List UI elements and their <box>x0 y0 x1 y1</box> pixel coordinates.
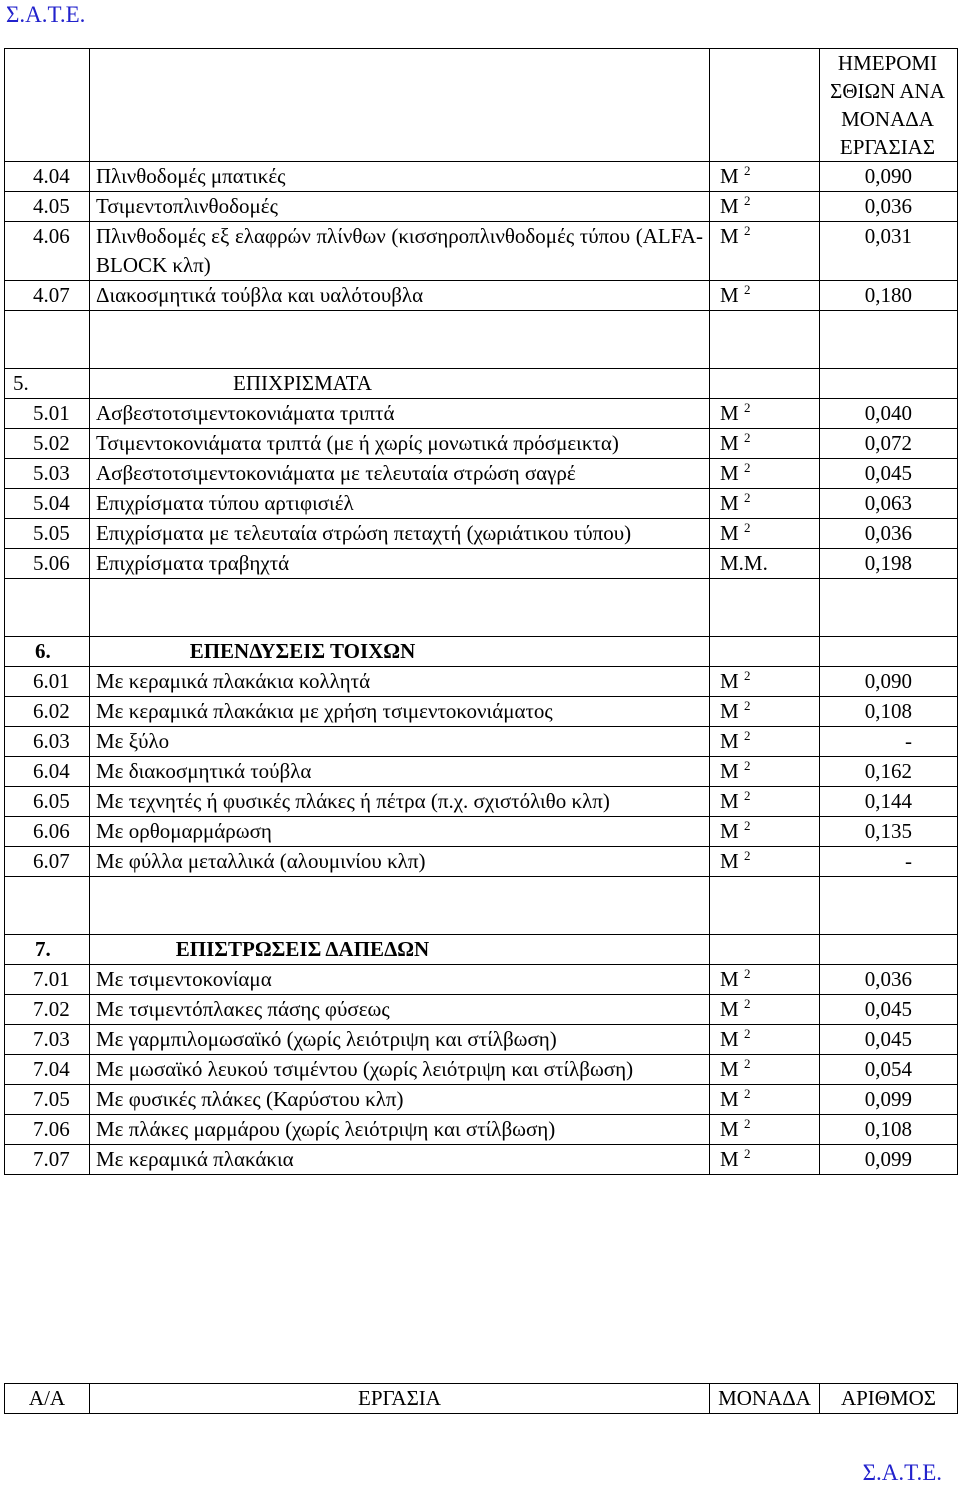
item-description: Με φύλλα μεταλλικά (αλουμινίου κλπ) <box>90 847 710 877</box>
unit-cell <box>710 459 820 489</box>
section-row <box>5 369 958 399</box>
item-number: 5.02 <box>5 429 90 459</box>
item-number: 4.07 <box>5 281 90 311</box>
unit-cell <box>710 519 820 549</box>
section-empty <box>710 369 820 399</box>
unit-exponent: 2 <box>743 490 751 505</box>
item-number: 5.01 <box>5 399 90 429</box>
unit-cell <box>710 399 820 429</box>
item-number: 7.03 <box>5 1025 90 1055</box>
table-row <box>5 222 958 281</box>
unit-symbol: Μ <box>720 1117 739 1141</box>
unit-cell <box>710 1055 820 1085</box>
unit-exponent: 2 <box>743 758 751 773</box>
item-description: Επιχρίσματα τραβηχτά <box>90 549 710 579</box>
item-value: 0,099 <box>820 1145 958 1175</box>
unit-exponent: 2 <box>743 520 751 535</box>
unit-cell <box>710 429 820 459</box>
unit-cell <box>710 192 820 222</box>
unit-symbol: Μ <box>720 491 739 515</box>
item-value: 0,099 <box>820 1085 958 1115</box>
table-row <box>5 399 958 429</box>
item-value: 0,031 <box>820 222 958 281</box>
item-description: Με τσιμεντόπλακες πάσης φύσεως <box>90 995 710 1025</box>
item-number: 5.03 <box>5 459 90 489</box>
item-description: Τσιμεντοκονιάματα τριπτά (με ή χωρίς μονωτικά πρόσμεικτα) <box>90 429 710 459</box>
item-description: Επιχρίσματα με τελευταία στρώση πεταχτή (χωριάτικου τύπου) <box>90 519 710 549</box>
item-description: Ασβεστοτσιμεντοκονιάματα με τελευταία στρώση σαγρέ <box>90 459 710 489</box>
item-value: - <box>820 847 958 877</box>
unit-cell <box>710 1145 820 1175</box>
item-number: 7.04 <box>5 1055 90 1085</box>
unit-cell <box>710 847 820 877</box>
unit-cell <box>710 995 820 1025</box>
unit-exponent: 2 <box>743 818 751 833</box>
table-row <box>5 489 958 519</box>
unit-symbol: Μ <box>720 819 739 843</box>
unit-cell <box>710 697 820 727</box>
unit-symbol: Μ <box>720 849 739 873</box>
unit-exponent: 2 <box>743 848 751 863</box>
unit-symbol: Μ <box>720 521 739 545</box>
header-cell-empty <box>5 49 90 162</box>
item-number: 6.03 <box>5 727 90 757</box>
unit-symbol: Μ <box>720 1087 739 1111</box>
table-row <box>5 1025 958 1055</box>
item-value: 0,040 <box>820 399 958 429</box>
unit-symbol: Μ <box>720 224 739 248</box>
unit-cell <box>710 817 820 847</box>
item-description: Με πλάκες μαρμάρου (χωρίς λειότριψη και στίλβωση) <box>90 1115 710 1145</box>
section-title: ΕΠΕΝΔΥΣΕΙΣ ΤΟΙΧΩΝ <box>90 637 710 667</box>
unit-exponent: 2 <box>743 728 751 743</box>
blank-cell <box>5 311 90 369</box>
unit-exponent: 2 <box>743 966 751 981</box>
unit-cell <box>710 1085 820 1115</box>
item-description: Διακοσμητικά τούβλα και υαλότουβλα <box>90 281 710 311</box>
unit-cell <box>710 1115 820 1145</box>
footer-header-table <box>4 1383 958 1414</box>
blank-row <box>5 877 958 935</box>
header-cell-empty <box>710 49 820 162</box>
unit-symbol: Μ <box>720 401 739 425</box>
item-value: 0,108 <box>820 1115 958 1145</box>
blank-row <box>5 579 958 637</box>
blank-cell <box>710 311 820 369</box>
item-description: Τσιμεντοπλινθοδομές <box>90 192 710 222</box>
section-title: ΕΠΙΣΤΡΩΣΕΙΣ ΔΑΠΕΔΩΝ <box>90 935 710 965</box>
table-header-row <box>5 49 958 162</box>
unit-symbol: Μ <box>720 669 739 693</box>
column-header-days-per-unit: ΗΜΕΡΟΜΙ ΣΘΙΩΝ ΑΝΑ ΜΟΝΑΔΑ ΕΡΓΑΣΙΑΣ <box>820 49 958 162</box>
blank-cell <box>90 877 710 935</box>
unit-exponent: 2 <box>743 996 751 1011</box>
item-description: Με φυσικές πλάκες (Καρύστου κλπ) <box>90 1085 710 1115</box>
item-value: 0,198 <box>820 549 958 579</box>
table-row <box>5 787 958 817</box>
item-value: 0,090 <box>820 667 958 697</box>
item-description: Επιχρίσματα τύπου αρτιφισιέλ <box>90 489 710 519</box>
unit-symbol: Μ <box>720 789 739 813</box>
section-empty <box>710 935 820 965</box>
unit-exponent: 2 <box>743 163 751 178</box>
footer-title: Σ.Α.Τ.Ε. <box>862 1460 942 1485</box>
unit-cell <box>710 757 820 787</box>
footer-col-number: ΑΡΙΘΜΟΣ <box>820 1384 958 1414</box>
item-value: 0,036 <box>820 519 958 549</box>
table-row <box>5 965 958 995</box>
table-row <box>5 697 958 727</box>
section-title: ΕΠΙΧΡΙΣΜΑΤΑ <box>90 369 710 399</box>
unit-cell <box>710 727 820 757</box>
item-description: Με κεραμικά πλακάκια <box>90 1145 710 1175</box>
item-value: 0,162 <box>820 757 958 787</box>
header-title: Σ.Α.Τ.Ε. <box>6 2 86 27</box>
item-number: 4.04 <box>5 162 90 192</box>
unit-symbol: Μ <box>720 1057 739 1081</box>
section-number: 5. <box>5 369 90 399</box>
section-empty <box>820 369 958 399</box>
item-number: 5.04 <box>5 489 90 519</box>
unit-exponent: 2 <box>743 1026 751 1041</box>
item-number: 6.04 <box>5 757 90 787</box>
blank-cell <box>5 877 90 935</box>
section-row <box>5 637 958 667</box>
table-row <box>5 459 958 489</box>
item-number: 7.05 <box>5 1085 90 1115</box>
item-value: - <box>820 727 958 757</box>
blank-cell <box>710 877 820 935</box>
unit-symbol: Μ <box>720 699 739 723</box>
item-description: Με διακοσμητικά τούβλα <box>90 757 710 787</box>
item-number: 6.02 <box>5 697 90 727</box>
unit-cell <box>710 222 820 281</box>
unit-cell <box>710 965 820 995</box>
item-number: 6.06 <box>5 817 90 847</box>
unit-symbol: Μ <box>720 461 739 485</box>
item-value: 0,135 <box>820 817 958 847</box>
item-number: 5.06 <box>5 549 90 579</box>
unit-exponent: 2 <box>743 430 751 445</box>
section-number: 6. <box>5 637 90 667</box>
unit-symbol: Μ <box>720 283 739 307</box>
item-value: 0,054 <box>820 1055 958 1085</box>
table-row <box>5 192 958 222</box>
blank-row <box>5 311 958 369</box>
table-row <box>5 281 958 311</box>
blank-cell <box>820 311 958 369</box>
item-number: 4.05 <box>5 192 90 222</box>
item-number: 7.07 <box>5 1145 90 1175</box>
unit-cell <box>710 489 820 519</box>
unit-exponent: 2 <box>743 788 751 803</box>
unit-cell <box>710 162 820 192</box>
section-empty <box>710 637 820 667</box>
unit-symbol: Μ <box>720 164 739 188</box>
table-row <box>5 727 958 757</box>
unit-exponent: 2 <box>743 193 751 208</box>
table-row <box>5 817 958 847</box>
table-row <box>5 1085 958 1115</box>
unit-symbol: Μ <box>720 194 739 218</box>
blank-cell <box>710 579 820 637</box>
unit-cell <box>710 667 820 697</box>
section-empty <box>820 637 958 667</box>
item-description: Με κεραμικά πλακάκια με χρήση τσιμεντοκονιάματος <box>90 697 710 727</box>
blank-cell <box>90 311 710 369</box>
unit-symbol: Μ <box>720 729 739 753</box>
item-number: 5.05 <box>5 519 90 549</box>
table-row <box>5 429 958 459</box>
item-description: Με τεχνητές ή φυσικές πλάκες ή πέτρα (π.χ. σχιστόλιθο κλπ) <box>90 787 710 817</box>
unit-symbol: Μ <box>720 759 739 783</box>
section-number: 7. <box>5 935 90 965</box>
table-row <box>5 757 958 787</box>
unit-exponent: 2 <box>743 698 751 713</box>
unit-exponent: 2 <box>743 460 751 475</box>
item-description: Πλινθοδομές μπατικές <box>90 162 710 192</box>
unit-exponent: 2 <box>743 1146 751 1161</box>
item-description: Με τσιμεντοκονίαμα <box>90 965 710 995</box>
blank-cell <box>820 579 958 637</box>
unit-exponent: 2 <box>743 1056 751 1071</box>
item-description: Ασβεστοτσιμεντοκονιάματα τριπτά <box>90 399 710 429</box>
item-value: 0,045 <box>820 995 958 1025</box>
unit-cell: Μ.Μ. <box>710 549 820 579</box>
item-number: 4.06 <box>5 222 90 281</box>
table-row <box>5 1145 958 1175</box>
unit-exponent: 2 <box>743 223 751 238</box>
unit-exponent: 2 <box>743 1086 751 1101</box>
unit-exponent: 2 <box>743 400 751 415</box>
item-value: 0,144 <box>820 787 958 817</box>
blank-cell <box>5 579 90 637</box>
item-description: Με γαρμπιλομωσαϊκό (χωρίς λειότριψη και στίλβωση) <box>90 1025 710 1055</box>
item-value: 0,180 <box>820 281 958 311</box>
header-cell-empty <box>90 49 710 162</box>
unit-cell <box>710 787 820 817</box>
footer-col-work: ΕΡΓΑΣΙΑ <box>90 1384 710 1414</box>
blank-cell <box>90 579 710 637</box>
section-row <box>5 935 958 965</box>
unit-exponent: 2 <box>743 1116 751 1131</box>
item-value: 0,063 <box>820 489 958 519</box>
unit-symbol: Μ <box>720 997 739 1021</box>
work-days-table <box>4 48 958 1175</box>
table-row <box>5 995 958 1025</box>
item-value: 0,045 <box>820 459 958 489</box>
footer-col-unit: ΜΟΝΑΔΑ <box>710 1384 820 1414</box>
section-empty <box>820 935 958 965</box>
unit-symbol: Μ <box>720 1027 739 1051</box>
blank-cell <box>820 877 958 935</box>
item-number: 7.01 <box>5 965 90 995</box>
unit-symbol: Μ <box>720 431 739 455</box>
item-number: 7.02 <box>5 995 90 1025</box>
table-row <box>5 1055 958 1085</box>
item-value: 0,072 <box>820 429 958 459</box>
footer-header-row <box>5 1384 958 1414</box>
footer-col-aa: Α/Α <box>5 1384 90 1414</box>
item-value: 0,045 <box>820 1025 958 1055</box>
unit-symbol: Μ <box>720 967 739 991</box>
item-value: 0,090 <box>820 162 958 192</box>
item-number: 7.06 <box>5 1115 90 1145</box>
unit-symbol: Μ <box>720 1147 739 1171</box>
unit-cell <box>710 1025 820 1055</box>
table-row <box>5 549 958 579</box>
table-row <box>5 847 958 877</box>
table-row <box>5 1115 958 1145</box>
item-description: Πλινθοδομές εξ ελαφρών πλίνθων (κισσηροπλινθοδομές τύπου (ALFA-BLOCK κλπ) <box>90 222 710 281</box>
table-row <box>5 667 958 697</box>
table-row <box>5 162 958 192</box>
unit-exponent: 2 <box>743 668 751 683</box>
item-number: 6.01 <box>5 667 90 697</box>
item-description: Με ξύλο <box>90 727 710 757</box>
item-description: Με μωσαϊκό λευκού τσιμέντου (χωρίς λειότριψη και στίλβωση) <box>90 1055 710 1085</box>
item-number: 6.07 <box>5 847 90 877</box>
item-description: Με ορθομαρμάρωση <box>90 817 710 847</box>
unit-cell <box>710 281 820 311</box>
item-value: 0,108 <box>820 697 958 727</box>
table-row <box>5 519 958 549</box>
unit-exponent: 2 <box>743 282 751 297</box>
item-value: 0,036 <box>820 192 958 222</box>
item-description: Με κεραμικά πλακάκια κολλητά <box>90 667 710 697</box>
item-value: 0,036 <box>820 965 958 995</box>
item-number: 6.05 <box>5 787 90 817</box>
